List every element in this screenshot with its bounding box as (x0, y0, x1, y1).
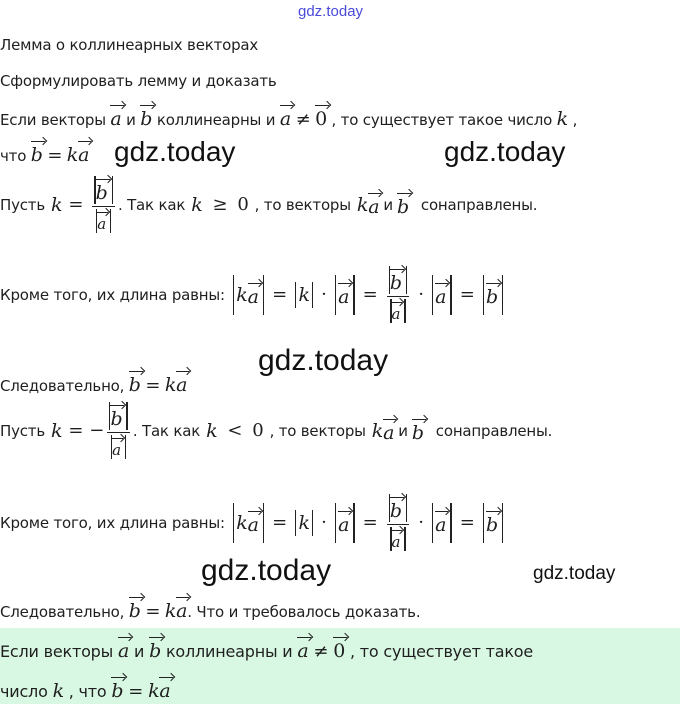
eq-symbol: = (459, 512, 475, 534)
conclusion1-text: Следовательно, (0, 377, 125, 395)
vector-b: b (390, 268, 402, 293)
summary-p1: Если векторы (0, 642, 114, 661)
lemma-line-2 (0, 140, 89, 166)
vector-a: a (392, 529, 401, 550)
number-k: k (236, 511, 248, 534)
conclusion-1 (0, 370, 187, 396)
vector-a: a (110, 104, 121, 129)
lemma-and: и (126, 111, 136, 129)
number-k: k (191, 193, 203, 216)
zero: 0 (237, 194, 249, 216)
summary-line-1 (0, 636, 533, 662)
geq-symbol: ≥ (212, 194, 228, 216)
vector-a: a (176, 596, 187, 621)
vector-a: a (97, 211, 106, 232)
length-text: Кроме того, их длина равны: (0, 285, 225, 304)
watermark-top: gdz.today (298, 3, 364, 20)
vector-a: a (78, 140, 89, 165)
case2-let: Пусть (0, 421, 45, 440)
zero-vector: 0 (315, 104, 327, 129)
vector-a: a (392, 301, 401, 322)
number-k: k (148, 680, 160, 702)
vector-a: a (383, 418, 394, 443)
number-k: k (298, 283, 310, 306)
summary-line-2 (0, 676, 171, 702)
length-text: Кроме того, их длина равны: (0, 513, 225, 532)
case1-codirected: сонаправлены. (420, 195, 538, 214)
vector-b: b (110, 404, 122, 429)
number-k: k (556, 108, 568, 130)
dot-symbol: · (418, 284, 424, 306)
eq-symbol: = (68, 194, 84, 216)
length-line-1 (0, 266, 505, 323)
vector-a: a (280, 104, 291, 129)
case2-then: , то векторы (269, 421, 366, 440)
zero-vector: 0 (333, 636, 345, 661)
vector-a: a (176, 370, 187, 395)
case-2-line (0, 402, 552, 459)
number-k: k (52, 680, 64, 702)
eq-symbol: = (272, 512, 288, 534)
eq-symbol: = (47, 145, 63, 166)
vector-b: b (486, 282, 498, 307)
number-k: k (164, 374, 177, 396)
conclusion-2 (0, 596, 420, 622)
watermark: gdz.today (258, 344, 389, 377)
vector-b: b (140, 104, 152, 129)
summary-p2: коллинеарны и (165, 642, 293, 661)
vector-b: b (397, 192, 409, 217)
summary-p4: число (0, 682, 48, 701)
vector-b: b (129, 370, 141, 395)
eq-symbol: = (128, 681, 144, 702)
case-1-line (0, 176, 537, 233)
fraction-b-over-a (107, 402, 130, 459)
summary-and: и (133, 642, 145, 661)
vector-b: b (129, 596, 141, 621)
vector-a: a (297, 636, 308, 661)
number-k: k (66, 144, 79, 166)
conclusion2-end: . Что и требовалось доказать. (187, 603, 421, 621)
vector-a: a (118, 636, 129, 661)
fraction-b-over-a (92, 176, 115, 233)
conclusion2-text: Следовательно, (0, 603, 125, 621)
summary-p5: , что (68, 682, 107, 701)
number-k: k (371, 419, 384, 442)
vector-b: b (31, 140, 43, 165)
eq-symbol: = (459, 284, 475, 306)
vector-a: a (248, 282, 259, 307)
watermark: gdz.today (444, 136, 566, 167)
dot-symbol: · (418, 512, 424, 534)
lt-symbol: < (227, 420, 243, 442)
vector-b: b (486, 510, 498, 535)
neq-symbol: ≠ (313, 641, 329, 662)
vector-a: a (112, 437, 121, 458)
vector-b: b (111, 676, 123, 701)
case1-since: . Так как (117, 195, 186, 214)
case2-and: и (398, 421, 408, 440)
fraction-b-over-a (387, 494, 410, 551)
vector-a: a (248, 510, 259, 535)
zero: 0 (252, 420, 264, 442)
case1-let: Пусть (0, 195, 45, 214)
eq-symbol: = (145, 375, 161, 396)
case1-and: и (383, 195, 393, 214)
lemma-p1: Если векторы (0, 111, 106, 129)
watermark: gdz.today (114, 136, 236, 167)
vector-b: b (412, 418, 424, 443)
vector-a: a (368, 192, 379, 217)
vector-b: b (390, 496, 402, 521)
number-k: k (236, 283, 248, 306)
lemma-p3: , то существует такое число (331, 111, 553, 129)
case2-codirected: сонаправлены. (435, 421, 553, 440)
number-k: k (356, 193, 369, 216)
task-text: Сформулировать лемму и доказать (0, 72, 277, 90)
minus-symbol: − (89, 420, 105, 442)
vector-b: b (96, 178, 108, 203)
case2-since: . Так как (132, 421, 201, 440)
lemma-p4: , (572, 111, 578, 129)
number-k: k (298, 511, 310, 534)
vector-a: a (338, 282, 349, 307)
eq-symbol: = (362, 284, 378, 306)
neq-symbol: ≠ (295, 109, 311, 130)
summary-p3: , то существует такое (349, 642, 534, 661)
lemma-line-1 (0, 104, 577, 130)
watermark: gdz.today (201, 554, 332, 587)
lemma-p2: коллинеарны и (156, 111, 276, 129)
page-title: Лемма о коллинеарных векторах (0, 36, 259, 54)
vector-a: a (435, 282, 446, 307)
vector-a: a (435, 510, 446, 535)
lemma-p5: что (0, 147, 27, 165)
fraction-b-over-a (387, 266, 410, 323)
dot-symbol: · (321, 512, 327, 534)
eq-symbol: = (68, 420, 84, 442)
length-line-2 (0, 494, 505, 551)
number-k: k (50, 419, 63, 442)
dot-symbol: · (321, 284, 327, 306)
vector-b: b (149, 636, 161, 661)
number-k: k (164, 600, 177, 622)
eq-symbol: = (362, 512, 378, 534)
eq-symbol: = (145, 601, 161, 622)
vector-a: a (338, 510, 349, 535)
eq-symbol: = (272, 284, 288, 306)
case1-then: , то векторы (254, 195, 351, 214)
number-k: k (206, 419, 218, 442)
number-k: k (50, 193, 63, 216)
vector-a: a (159, 676, 170, 701)
watermark: gdz.today (533, 563, 616, 584)
